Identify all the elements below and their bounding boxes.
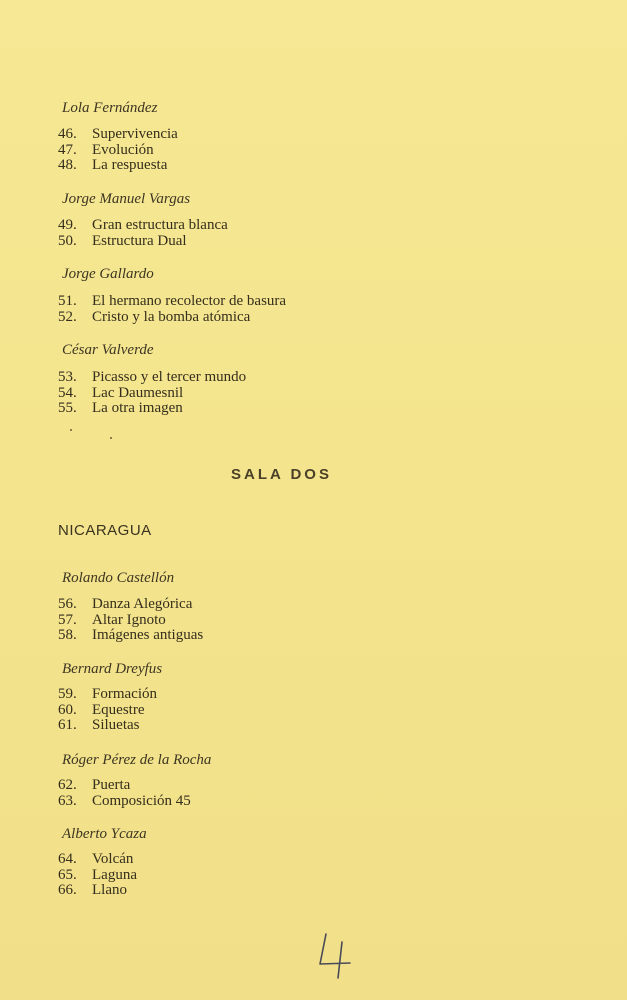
artist-name: Rolando Castellón (62, 570, 175, 586)
work-title: Imágenes antiguas (92, 627, 204, 643)
list-item (58, 127, 178, 143)
works-list (58, 218, 228, 249)
list-item (58, 703, 157, 719)
work-title: Evolución (92, 141, 154, 158)
work-number: 47. (58, 141, 77, 158)
work-number: 57. (58, 611, 77, 628)
artist-name: Róger Pérez de la Rocha (62, 752, 212, 768)
work-title: Altar Ignoto (92, 611, 166, 628)
works-list (58, 852, 137, 899)
work-title: El hermano recolector de basura (92, 293, 287, 309)
list-item (58, 852, 137, 868)
list-item (58, 883, 137, 899)
page-number-handwritten (316, 930, 356, 980)
speck (70, 429, 72, 431)
artist-name: Jorge Gallardo (62, 266, 154, 282)
list-item (58, 294, 286, 310)
work-title: La respuesta (92, 157, 168, 173)
work-number: 58. (58, 627, 77, 643)
speck (110, 437, 112, 439)
artist-name: Alberto Ycaza (62, 826, 147, 842)
work-title: Laguna (92, 866, 137, 883)
work-number: 49. (58, 217, 77, 233)
artist-name: Bernard Dreyfus (62, 661, 163, 677)
work-number: 54. (58, 384, 77, 401)
list-item (58, 718, 157, 734)
work-number: 55. (58, 400, 77, 416)
artist-name: César Valverde (62, 342, 154, 358)
artist-name: Lola Fernández (62, 100, 158, 116)
list-item (58, 778, 191, 794)
work-number: 59. (58, 686, 77, 702)
work-title: Composición 45 (92, 792, 191, 809)
work-title: Siluetas (92, 717, 140, 733)
work-number: 62. (58, 777, 77, 793)
work-title: Picasso y el tercer mundo (92, 369, 247, 385)
work-number: 60. (58, 701, 77, 718)
list-item (58, 386, 246, 402)
works-list (58, 370, 246, 417)
work-title: Cristo y la bomba atómica (92, 308, 251, 325)
work-number: 66. (58, 882, 77, 898)
works-list (58, 778, 191, 809)
list-item (58, 597, 203, 613)
works-list (58, 127, 178, 174)
work-title: Danza Alegórica (92, 596, 193, 612)
work-title: Estructura Dual (92, 232, 187, 249)
work-number: 56. (58, 596, 77, 612)
work-number: 63. (58, 792, 77, 809)
work-number: 51. (58, 293, 77, 309)
works-list (58, 687, 157, 734)
list-item (58, 401, 246, 417)
list-item (58, 158, 178, 174)
work-number: 52. (58, 308, 77, 325)
list-item (58, 868, 137, 884)
work-number: 46. (58, 126, 77, 142)
country-heading: NICARAGUA (58, 522, 152, 539)
section-heading: SALA DOS (231, 466, 332, 483)
work-number: 48. (58, 157, 77, 173)
works-list (58, 294, 286, 325)
work-title: Lac Daumesnil (92, 384, 184, 401)
work-number: 61. (58, 717, 77, 733)
work-title: Equestre (92, 701, 145, 718)
list-item (58, 234, 228, 250)
list-item (58, 628, 203, 644)
works-list (58, 597, 203, 644)
artist-name: Jorge Manuel Vargas (62, 191, 191, 207)
list-item (58, 310, 286, 326)
list-item (58, 687, 157, 703)
list-item (58, 143, 178, 159)
list-item (58, 370, 246, 386)
list-item (58, 218, 228, 234)
work-number: 50. (58, 232, 77, 249)
work-title: Puerta (92, 777, 131, 793)
work-title: Gran estructura blanca (92, 217, 228, 233)
work-title: La otra imagen (92, 400, 183, 416)
work-number: 53. (58, 369, 77, 385)
work-number: 65. (58, 866, 77, 883)
list-item (58, 613, 203, 629)
work-title: Llano (92, 882, 127, 898)
work-number: 64. (58, 851, 77, 867)
list-item (58, 794, 191, 810)
work-title: Supervivencia (92, 126, 178, 142)
work-title: Volcán (92, 851, 134, 867)
work-title: Formación (92, 686, 157, 702)
